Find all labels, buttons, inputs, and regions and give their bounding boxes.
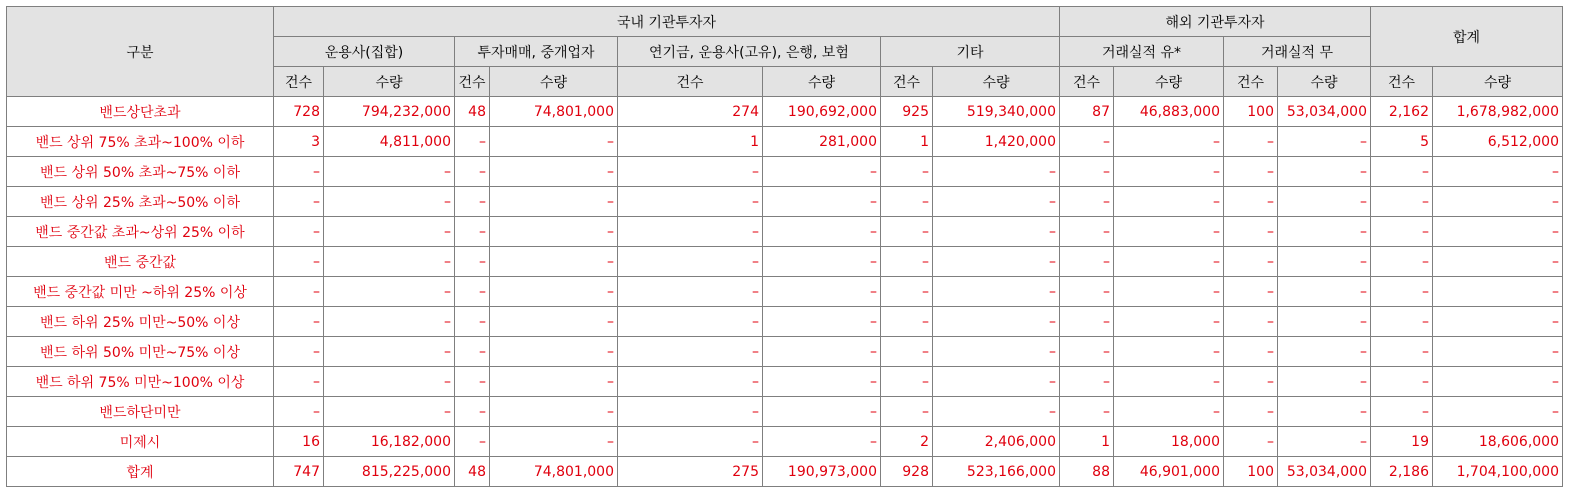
- count-cell: 928: [881, 457, 933, 487]
- count-cell: 2: [881, 427, 933, 457]
- qty-cell: –: [324, 277, 455, 307]
- count-cell: –: [274, 337, 324, 367]
- table-row: [7, 307, 1563, 337]
- row-label: 밴드 중간값: [7, 247, 274, 277]
- qty-cell: 53,034,000: [1278, 97, 1371, 127]
- count-cell: –: [1371, 337, 1433, 367]
- count-header: 건수: [274, 67, 324, 97]
- qty-cell: –: [1278, 217, 1371, 247]
- count-cell: –: [881, 217, 933, 247]
- qty-cell: –: [1114, 397, 1224, 427]
- qty-cell: 190,973,000: [763, 457, 881, 487]
- count-cell: –: [1224, 217, 1278, 247]
- count-cell: –: [455, 187, 490, 217]
- count-cell: –: [1060, 127, 1114, 157]
- qty-cell: –: [1433, 187, 1563, 217]
- qty-cell: –: [490, 127, 618, 157]
- count-cell: –: [1371, 307, 1433, 337]
- count-header: 건수: [618, 67, 763, 97]
- count-cell: –: [274, 367, 324, 397]
- count-cell: 1: [1060, 427, 1114, 457]
- count-cell: –: [274, 277, 324, 307]
- row-label: 밴드상단초과: [7, 97, 274, 127]
- count-header: 건수: [881, 67, 933, 97]
- count-cell: –: [618, 397, 763, 427]
- qty-cell: 46,883,000: [1114, 97, 1224, 127]
- count-cell: 48: [455, 97, 490, 127]
- row-label: 밴드 상위 75% 초과~100% 이하: [7, 127, 274, 157]
- qty-cell: 1,704,100,000: [1433, 457, 1563, 487]
- qty-cell: 74,801,000: [490, 457, 618, 487]
- qty-cell: –: [1114, 157, 1224, 187]
- qty-cell: –: [1433, 367, 1563, 397]
- qty-cell: –: [763, 367, 881, 397]
- qty-cell: –: [933, 157, 1060, 187]
- table-row: [7, 187, 1563, 217]
- qty-cell: –: [933, 307, 1060, 337]
- count-cell: –: [1371, 277, 1433, 307]
- count-cell: –: [274, 307, 324, 337]
- qty-cell: 523,166,000: [933, 457, 1060, 487]
- header-domestic: 국내 기관투자자: [274, 7, 1060, 37]
- qty-cell: –: [1433, 157, 1563, 187]
- count-cell: 19: [1371, 427, 1433, 457]
- qty-cell: –: [1114, 247, 1224, 277]
- count-cell: –: [1371, 247, 1433, 277]
- count-cell: –: [1060, 187, 1114, 217]
- table-row: [7, 217, 1563, 247]
- count-cell: –: [1224, 127, 1278, 157]
- qty-cell: –: [933, 367, 1060, 397]
- qty-cell: –: [490, 367, 618, 397]
- qty-cell: –: [763, 427, 881, 457]
- count-cell: –: [1060, 337, 1114, 367]
- count-cell: –: [1060, 217, 1114, 247]
- count-header: 건수: [1224, 67, 1278, 97]
- count-cell: 16: [274, 427, 324, 457]
- qty-cell: –: [763, 187, 881, 217]
- count-cell: –: [455, 367, 490, 397]
- count-cell: –: [1224, 187, 1278, 217]
- row-label: 밴드 하위 50% 미만~75% 이상: [7, 337, 274, 367]
- count-cell: –: [1224, 427, 1278, 457]
- count-cell: 1: [881, 127, 933, 157]
- table-row: [7, 277, 1563, 307]
- count-cell: –: [1060, 367, 1114, 397]
- count-cell: 5: [1371, 127, 1433, 157]
- qty-cell: –: [1114, 187, 1224, 217]
- qty-cell: –: [1278, 427, 1371, 457]
- qty-cell: –: [1114, 367, 1224, 397]
- qty-cell: –: [490, 187, 618, 217]
- row-label: 밴드 상위 50% 초과~75% 이하: [7, 157, 274, 187]
- count-cell: –: [274, 157, 324, 187]
- qty-cell: –: [490, 217, 618, 247]
- row-label: 합계: [7, 457, 274, 487]
- qty-cell: –: [933, 277, 1060, 307]
- count-cell: –: [1060, 277, 1114, 307]
- count-cell: –: [1371, 217, 1433, 247]
- qty-cell: –: [763, 277, 881, 307]
- qty-cell: 1,678,982,000: [1433, 97, 1563, 127]
- row-label: 밴드 하위 25% 미만~50% 이상: [7, 307, 274, 337]
- qty-cell: –: [490, 277, 618, 307]
- qty-cell: 18,000: [1114, 427, 1224, 457]
- count-cell: 3: [274, 127, 324, 157]
- count-cell: –: [618, 187, 763, 217]
- count-cell: 728: [274, 97, 324, 127]
- table-row: [7, 247, 1563, 277]
- row-label: 밴드 중간값 미만 ~하위 25% 이상: [7, 277, 274, 307]
- table-row: [7, 157, 1563, 187]
- qty-cell: 1,420,000: [933, 127, 1060, 157]
- count-cell: –: [881, 157, 933, 187]
- count-cell: 2,186: [1371, 457, 1433, 487]
- qty-cell: –: [490, 397, 618, 427]
- qty-cell: –: [490, 157, 618, 187]
- row-label: 밴드 중간값 초과~상위 25% 이하: [7, 217, 274, 247]
- qty-cell: –: [1114, 277, 1224, 307]
- qty-cell: –: [1114, 127, 1224, 157]
- header-category: 구분: [7, 7, 274, 97]
- count-cell: 48: [455, 457, 490, 487]
- count-cell: –: [618, 337, 763, 367]
- qty-cell: –: [324, 247, 455, 277]
- qty-cell: 2,406,000: [933, 427, 1060, 457]
- count-header: 건수: [455, 67, 490, 97]
- qty-cell: –: [933, 337, 1060, 367]
- count-cell: 274: [618, 97, 763, 127]
- row-label: 밴드 하위 75% 미만~100% 이상: [7, 367, 274, 397]
- qty-cell: 18,606,000: [1433, 427, 1563, 457]
- qty-cell: –: [324, 397, 455, 427]
- row-label: 밴드 상위 25% 초과~50% 이하: [7, 187, 274, 217]
- count-cell: –: [1224, 247, 1278, 277]
- row-label: 밴드하단미만: [7, 397, 274, 427]
- qty-header: 수량: [763, 67, 881, 97]
- qty-cell: 190,692,000: [763, 97, 881, 127]
- qty-cell: –: [1278, 187, 1371, 217]
- count-cell: –: [1060, 157, 1114, 187]
- qty-cell: –: [763, 307, 881, 337]
- qty-cell: –: [324, 187, 455, 217]
- qty-cell: –: [490, 337, 618, 367]
- qty-cell: 815,225,000: [324, 457, 455, 487]
- qty-cell: –: [1114, 217, 1224, 247]
- qty-header: 수량: [1433, 67, 1563, 97]
- qty-cell: –: [324, 157, 455, 187]
- table-row: [7, 337, 1563, 367]
- group-header: 연기금, 운용사(고유), 은행, 보험: [618, 37, 881, 67]
- qty-cell: –: [1278, 127, 1371, 157]
- count-cell: –: [881, 187, 933, 217]
- qty-cell: –: [763, 247, 881, 277]
- count-cell: –: [1224, 157, 1278, 187]
- count-cell: –: [1224, 397, 1278, 427]
- qty-cell: 53,034,000: [1278, 457, 1371, 487]
- count-cell: –: [1371, 397, 1433, 427]
- qty-header: 수량: [324, 67, 455, 97]
- qty-cell: 519,340,000: [933, 97, 1060, 127]
- qty-cell: –: [1114, 307, 1224, 337]
- table-row: [7, 457, 1563, 487]
- qty-cell: –: [1433, 337, 1563, 367]
- header-total: 합계: [1371, 7, 1563, 67]
- table-row: [7, 397, 1563, 427]
- count-cell: 1: [618, 127, 763, 157]
- row-label: 미제시: [7, 427, 274, 457]
- count-cell: –: [274, 217, 324, 247]
- qty-cell: 794,232,000: [324, 97, 455, 127]
- qty-cell: –: [933, 397, 1060, 427]
- qty-cell: –: [1278, 367, 1371, 397]
- qty-cell: –: [1433, 247, 1563, 277]
- count-cell: 100: [1224, 457, 1278, 487]
- qty-header: 수량: [1114, 67, 1224, 97]
- count-cell: –: [881, 307, 933, 337]
- count-cell: –: [455, 277, 490, 307]
- qty-cell: 4,811,000: [324, 127, 455, 157]
- qty-cell: –: [490, 427, 618, 457]
- count-cell: –: [1371, 367, 1433, 397]
- count-cell: –: [618, 427, 763, 457]
- count-cell: –: [1371, 187, 1433, 217]
- count-cell: 2,162: [1371, 97, 1433, 127]
- group-header: 기타: [881, 37, 1060, 67]
- qty-cell: –: [1278, 397, 1371, 427]
- header-foreign: 해외 기관투자자: [1060, 7, 1371, 37]
- allocation-table: [6, 6, 1563, 487]
- count-cell: –: [618, 157, 763, 187]
- group-header: 투자매매, 중개업자: [455, 37, 618, 67]
- table-body: [7, 97, 1563, 487]
- count-cell: –: [1224, 367, 1278, 397]
- count-cell: –: [618, 247, 763, 277]
- count-cell: –: [1224, 307, 1278, 337]
- qty-cell: –: [1278, 307, 1371, 337]
- qty-cell: –: [1278, 157, 1371, 187]
- count-cell: –: [881, 367, 933, 397]
- qty-cell: –: [324, 217, 455, 247]
- count-cell: –: [1371, 157, 1433, 187]
- group-header: 거래실적 무: [1224, 37, 1371, 67]
- qty-cell: 6,512,000: [1433, 127, 1563, 157]
- count-cell: 275: [618, 457, 763, 487]
- qty-cell: 74,801,000: [490, 97, 618, 127]
- qty-cell: –: [1278, 277, 1371, 307]
- count-cell: –: [881, 337, 933, 367]
- qty-cell: –: [1278, 337, 1371, 367]
- count-cell: –: [881, 247, 933, 277]
- qty-cell: 16,182,000: [324, 427, 455, 457]
- qty-cell: –: [763, 157, 881, 187]
- count-cell: –: [274, 397, 324, 427]
- count-cell: –: [1060, 397, 1114, 427]
- qty-header: 수량: [933, 67, 1060, 97]
- table-row: [7, 427, 1563, 457]
- count-cell: –: [455, 337, 490, 367]
- count-cell: 87: [1060, 97, 1114, 127]
- count-cell: –: [1060, 247, 1114, 277]
- qty-cell: –: [1433, 307, 1563, 337]
- count-cell: –: [455, 307, 490, 337]
- qty-cell: –: [933, 247, 1060, 277]
- qty-cell: –: [1278, 247, 1371, 277]
- qty-cell: –: [490, 247, 618, 277]
- count-cell: –: [1224, 277, 1278, 307]
- table-row: [7, 97, 1563, 127]
- count-cell: –: [618, 217, 763, 247]
- qty-cell: –: [1433, 217, 1563, 247]
- count-cell: –: [881, 277, 933, 307]
- count-cell: –: [455, 427, 490, 457]
- qty-header: 수량: [490, 67, 618, 97]
- count-cell: 100: [1224, 97, 1278, 127]
- count-cell: –: [1060, 307, 1114, 337]
- count-cell: –: [618, 307, 763, 337]
- qty-cell: –: [933, 217, 1060, 247]
- count-cell: –: [1224, 337, 1278, 367]
- count-cell: 88: [1060, 457, 1114, 487]
- group-header: 거래실적 유*: [1060, 37, 1224, 67]
- count-cell: –: [455, 127, 490, 157]
- qty-cell: –: [324, 367, 455, 397]
- qty-cell: –: [933, 187, 1060, 217]
- count-cell: 925: [881, 97, 933, 127]
- count-cell: –: [274, 247, 324, 277]
- count-cell: –: [455, 157, 490, 187]
- qty-cell: –: [1114, 337, 1224, 367]
- qty-header: 수량: [1278, 67, 1371, 97]
- qty-cell: –: [1433, 277, 1563, 307]
- count-cell: –: [455, 397, 490, 427]
- qty-cell: –: [1433, 397, 1563, 427]
- qty-cell: –: [324, 337, 455, 367]
- count-cell: –: [881, 397, 933, 427]
- count-cell: 747: [274, 457, 324, 487]
- count-cell: –: [618, 367, 763, 397]
- table-row: [7, 367, 1563, 397]
- group-header: 운용사(집합): [274, 37, 455, 67]
- qty-cell: –: [763, 397, 881, 427]
- qty-cell: –: [324, 307, 455, 337]
- qty-cell: 46,901,000: [1114, 457, 1224, 487]
- qty-cell: –: [490, 307, 618, 337]
- qty-cell: 281,000: [763, 127, 881, 157]
- qty-cell: –: [763, 217, 881, 247]
- count-cell: –: [455, 217, 490, 247]
- count-cell: –: [455, 247, 490, 277]
- table-row: [7, 127, 1563, 157]
- count-cell: –: [274, 187, 324, 217]
- count-cell: –: [618, 277, 763, 307]
- count-header: 건수: [1371, 67, 1433, 97]
- qty-cell: –: [763, 337, 881, 367]
- count-header: 건수: [1060, 67, 1114, 97]
